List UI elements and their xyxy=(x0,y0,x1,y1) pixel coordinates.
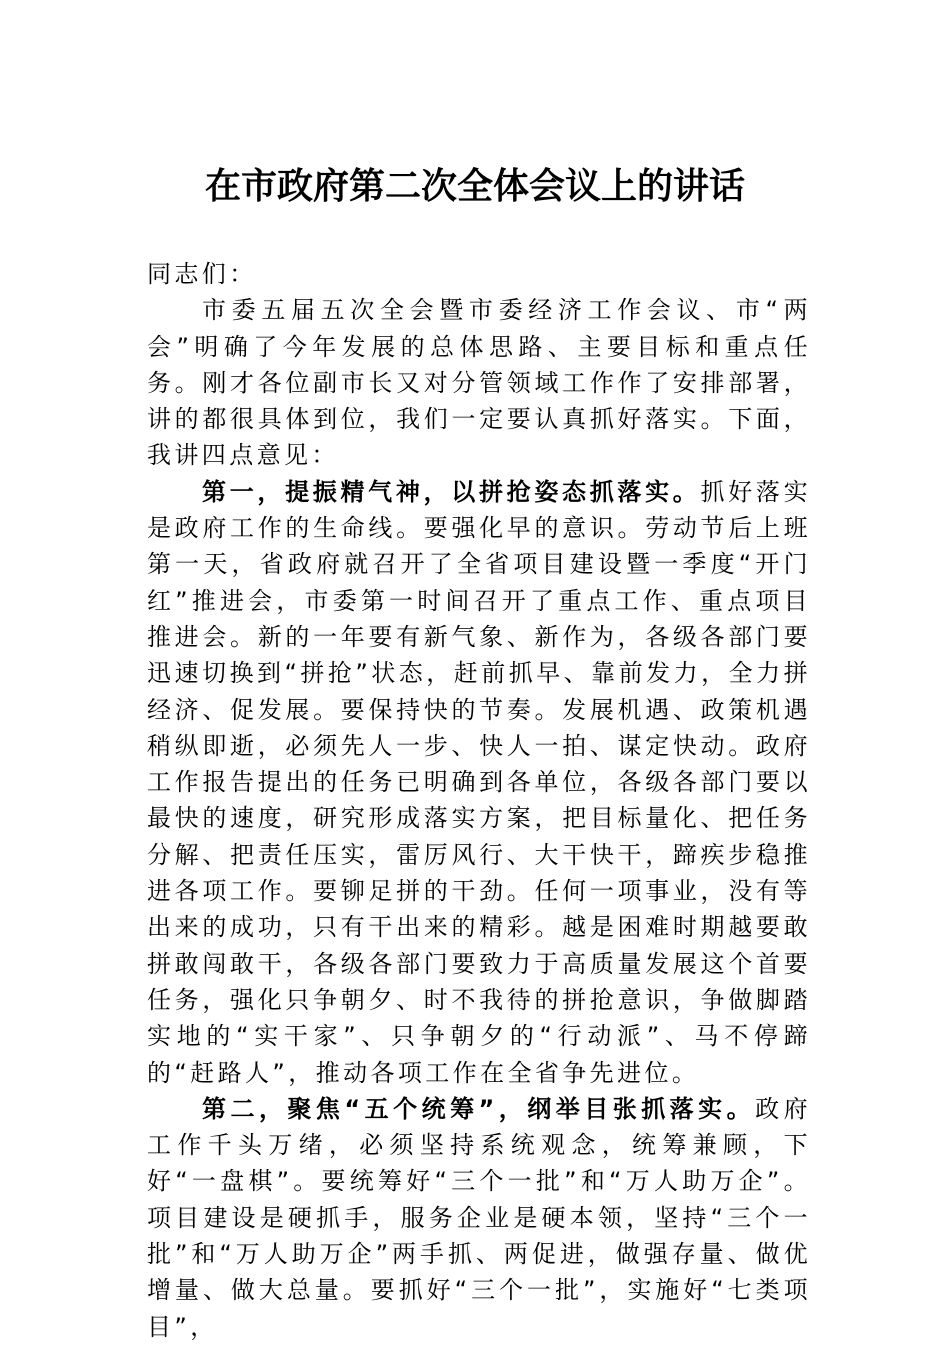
paragraph-point-1 xyxy=(147,474,811,1091)
document-body xyxy=(147,256,811,1345)
paragraph-heading: 第二，聚焦“五个统筹”，纲举目张抓落实。 xyxy=(202,1094,756,1123)
paragraph-text: 抓好落实是政府工作的生命线。要强化早的意识。劳动节后上班第一天，省政府就召开了全省项目建设暨一季度“开门红”推进会，市委第一时间召开了重点工作、重点项目推进会。新的一年要有新气象、新作为，各级各部门要迅速切换到“拼抢”状态，赶前抓早、靠前发力，全力拼经济、促发展。要保持快的节奏。发展机遇、政策机遇稍纵即逝，必须先人一步、快人一拍、谋定快动。政府工作报告提出的任务已明确到各单位，各级各部门要以最快的速度，研究形成落实方案，把目标量化、把任务分解、把责任压实，雷厉风行、大干快干，蹄疾步稳推进各项工作。要铆足拼的干劲。任何一项事业，没有等出来的成功，只有干出来的精彩。越是困难时期越要敢拼敢闯敢干，各级各部门要致力于高质量发展这个首要任务，强化只争朝夕、时不我待的拼抢意识，争做脚踏实地的“实干家”、只争朝夕的“行动派”、马不停蹄的“赶路人”，推动各项工作在全省争先进位。 xyxy=(147,477,811,1087)
paragraph-heading: 第一，提振精气神，以拼抢姿态抓落实。 xyxy=(202,477,701,506)
paragraph-text: 政府工作千头万绪，必须坚持系统观念，统筹兼顾，下好“一盘棋”。要统筹好“三个一批”和“万人助万企”。项目建设是硬抓手，服务企业是硬本领，坚持“三个一批”和“万人助万企”两手抓、两促进，做强存量、做优增量、做大总量。要抓好“三个一批”，实施好“七类项目”， xyxy=(147,1094,811,1341)
paragraph-text: 市委五届五次全会暨市委经济工作会议、市“两会”明确了今年发展的总体思路、主要目标和重点任务。刚才各位副市长又对分管领域工作作了安排部署，讲的都很具体到位，我们一定要认真抓好落实。下面，我讲四点意见： xyxy=(147,296,811,470)
paragraph-point-2 xyxy=(147,1091,811,1345)
salutation: 同志们： xyxy=(147,260,257,288)
document-title: 在市政府第二次全体会议上的讲话 xyxy=(204,165,745,207)
paragraph-intro xyxy=(147,292,811,473)
